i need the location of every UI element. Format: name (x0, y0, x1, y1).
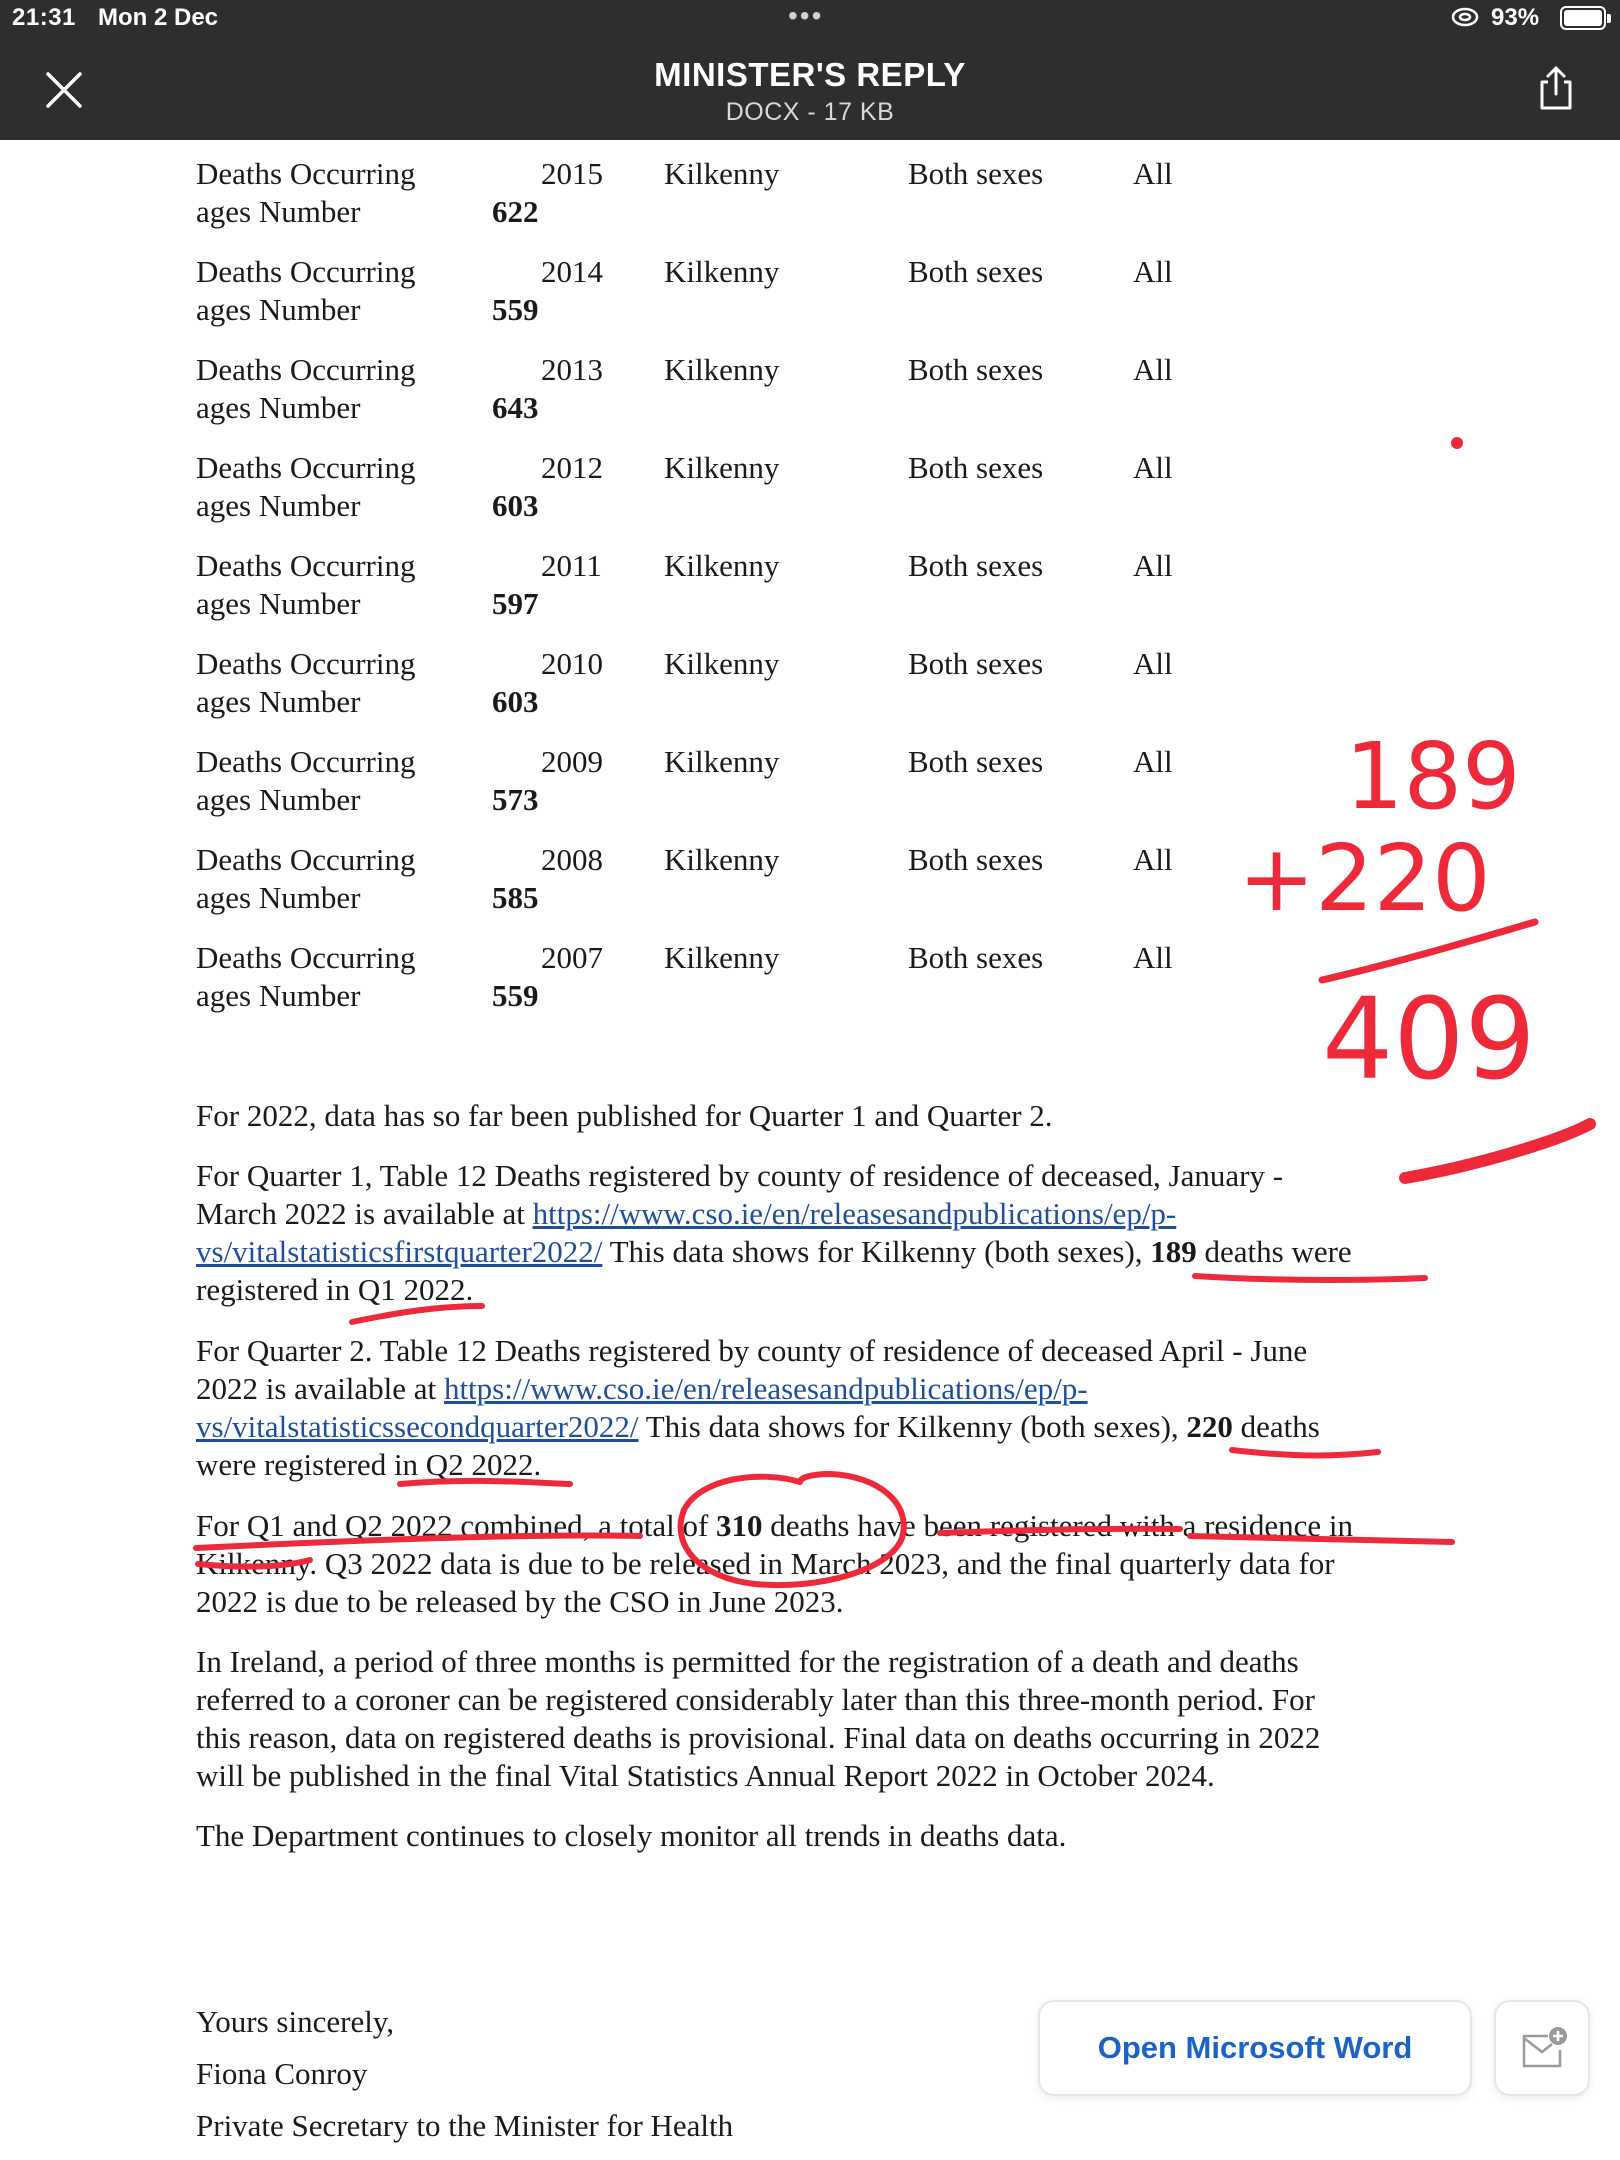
cell-sex: Both sexes (908, 744, 1044, 779)
table-row (196, 140, 1196, 229)
cell-sex: Both sexes (908, 254, 1044, 289)
share-icon[interactable] (1534, 64, 1578, 112)
cell-year: 2008 (541, 842, 603, 877)
cell-value: 559 (492, 292, 539, 327)
cell-statistic: Deaths Occurring (196, 352, 416, 387)
cell-county: Kilkenny (664, 156, 780, 191)
cell-value: 603 (492, 488, 539, 523)
cell-value: 643 (492, 390, 539, 425)
closing-salutation: Yours sincerely, (196, 2004, 395, 2039)
cell-unit: ages Number (196, 194, 361, 229)
cell-year: 2015 (541, 156, 603, 191)
paragraph-quarter-2 (196, 1332, 1436, 1484)
mail-add-button[interactable] (1494, 2000, 1590, 2096)
cell-year: 2012 (541, 450, 603, 485)
closing-role: Private Secretary to the Minister for Health (196, 2108, 734, 2143)
text-line (196, 1507, 1436, 1545)
table-row (196, 924, 1196, 1013)
text-span: 2022 is available at (196, 1371, 444, 1406)
text-span: This data shows for Kilkenny (both sexes), (602, 1234, 1151, 1269)
cell-sex: Both sexes (908, 156, 1044, 191)
combined-deaths-number: 310 (716, 1508, 763, 1543)
cell-county: Kilkenny (664, 842, 780, 877)
text-span: deaths (1232, 1409, 1320, 1444)
cso-q1-link[interactable]: https://www.cso.ie/en/releasesandpublications/ep/p- (532, 1196, 1177, 1231)
cell-value: 585 (492, 880, 539, 915)
closing-name: Fiona Conroy (196, 2056, 368, 2091)
open-microsoft-word-button[interactable]: Open Microsoft Word (1038, 2000, 1472, 2096)
cell-sex: Both sexes (908, 450, 1044, 485)
cell-year: 2014 (541, 254, 603, 289)
cell-county: Kilkenny (664, 548, 780, 583)
text-line: In Ireland, a period of three months is permitted for the registration of a death and deaths (196, 1644, 1299, 1679)
table-row (196, 728, 1196, 817)
cell-age: All (1133, 352, 1173, 387)
table-row (196, 336, 1196, 425)
cell-year: 2007 (541, 940, 603, 975)
handwritten-409: 409 (1322, 975, 1536, 1105)
cell-year: 2010 (541, 646, 603, 681)
status-time: 21:31 (12, 4, 76, 31)
text-line: Kilkenny. Q3 2022 data is due to be released in March 2023, and the final quarterly data for (196, 1546, 1335, 1581)
text-line (196, 1408, 1436, 1446)
paragraph-combined (196, 1507, 1436, 1621)
paragraph-monitoring: The Department continues to closely monitor all trends in deaths data. (196, 1818, 1067, 1853)
table-row (196, 826, 1196, 915)
annotation-rule (1322, 922, 1535, 980)
table-row (196, 630, 1196, 719)
cell-sex: Both sexes (908, 548, 1044, 583)
text-line (196, 1233, 1436, 1271)
text-line: 2022 is due to be released by the CSO in June 2023. (196, 1584, 844, 1619)
cell-statistic: Deaths Occurring (196, 940, 416, 975)
cell-county: Kilkenny (664, 254, 780, 289)
battery-percentage: 93% (1491, 4, 1540, 31)
cell-year: 2009 (541, 744, 603, 779)
cell-statistic: Deaths Occurring (196, 254, 416, 289)
cell-age: All (1133, 156, 1173, 191)
text-line: were registered in Q2 2022. (196, 1447, 542, 1482)
cell-value: 622 (492, 194, 539, 229)
cell-value: 603 (492, 684, 539, 719)
cell-age: All (1133, 646, 1173, 681)
cell-statistic: Deaths Occurring (196, 450, 416, 485)
cell-unit: ages Number (196, 488, 361, 523)
cell-statistic: Deaths Occurring (196, 744, 416, 779)
cell-year: 2011 (541, 548, 602, 583)
cell-age: All (1133, 940, 1173, 975)
cell-unit: ages Number (196, 880, 361, 915)
cell-age: All (1133, 254, 1173, 289)
text-span: deaths have been registered with a residence in (762, 1508, 1353, 1543)
handwritten-plus-220: +220 (1238, 825, 1491, 932)
text-line: For Quarter 1, Table 12 Deaths registered by county of residence of deceased, January - (196, 1158, 1284, 1193)
cell-sex: Both sexes (908, 940, 1044, 975)
cell-sex: Both sexes (908, 646, 1044, 681)
text-span: For Q1 and Q2 2022 combined, a total of (196, 1508, 717, 1543)
cell-county: Kilkenny (664, 646, 780, 681)
cell-unit: ages Number (196, 978, 361, 1013)
cell-county: Kilkenny (664, 940, 780, 975)
cell-unit: ages Number (196, 586, 361, 621)
cell-age: All (1133, 548, 1173, 583)
text-line (196, 1370, 1436, 1408)
document-title: MINISTER'S REPLY (654, 56, 966, 93)
text-span: March 2022 is available at (196, 1196, 533, 1231)
text-span: deaths were (1196, 1234, 1352, 1269)
document-subtitle: DOCX - 17 KB (725, 98, 895, 126)
cell-unit: ages Number (196, 782, 361, 817)
cell-age: All (1133, 744, 1173, 779)
cell-unit: ages Number (196, 292, 361, 327)
text-line (196, 1195, 1436, 1233)
top-bar (0, 0, 1620, 140)
cell-county: Kilkenny (664, 450, 780, 485)
cso-q2-link-continued[interactable]: vs/vitalstatisticssecondquarter2022/ (196, 1409, 639, 1444)
cell-sex: Both sexes (908, 352, 1044, 387)
cell-county: Kilkenny (664, 352, 780, 387)
q2-deaths-number: 220 (1186, 1409, 1233, 1444)
cell-age: All (1133, 450, 1173, 485)
cell-statistic: Deaths Occurring (196, 548, 416, 583)
table-row (196, 532, 1196, 621)
battery-icon (1560, 6, 1606, 30)
mail-add-icon (1520, 2026, 1568, 2074)
cell-unit: ages Number (196, 684, 361, 719)
text-line: will be published in the final Vital Statistics Annual Report 2022 in October 2024. (196, 1758, 1215, 1793)
cell-unit: ages Number (196, 390, 361, 425)
paragraph-quarter-1 (196, 1157, 1436, 1309)
text-line: this reason, data on registered deaths is provisional. Final data on deaths occurring in 2022 (196, 1720, 1321, 1755)
q1-deaths-number: 189 (1150, 1234, 1197, 1269)
wifi-icon (1450, 6, 1480, 28)
paragraph-registration-period (196, 1643, 1436, 1795)
cell-age: All (1133, 842, 1173, 877)
text-span: This data shows for Kilkenny (both sexes), (638, 1409, 1187, 1444)
cell-statistic: Deaths Occurring (196, 646, 416, 681)
table-row (196, 434, 1196, 523)
text-line: registered in Q1 2022. (196, 1272, 474, 1307)
cell-county: Kilkenny (664, 744, 780, 779)
paragraph-2022-intro: For 2022, data has so far been published for Quarter 1 and Quarter 2. (196, 1098, 1053, 1133)
multitasking-dots-icon[interactable]: ••• (788, 0, 824, 31)
table-row (196, 238, 1196, 327)
cell-value: 597 (492, 586, 539, 621)
cell-year: 2013 (541, 352, 603, 387)
cell-value: 573 (492, 782, 539, 817)
cso-q2-link[interactable]: https://www.cso.ie/en/releasesandpublications/ep/p- (443, 1371, 1088, 1406)
cell-value: 559 (492, 978, 539, 1013)
cell-statistic: Deaths Occurring (196, 156, 416, 191)
text-line: referred to a coroner can be registered considerably later than this three-month period. For (196, 1682, 1315, 1717)
cell-sex: Both sexes (908, 842, 1044, 877)
status-date: Mon 2 Dec (98, 4, 219, 31)
handwritten-189: 189 (1345, 723, 1521, 830)
cso-q1-link-continued[interactable]: vs/vitalstatisticsfirstquarter2022/ (196, 1234, 603, 1269)
text-line: For Quarter 2. Table 12 Deaths registered by county of residence of deceased April - June (196, 1333, 1308, 1368)
cell-statistic: Deaths Occurring (196, 842, 416, 877)
